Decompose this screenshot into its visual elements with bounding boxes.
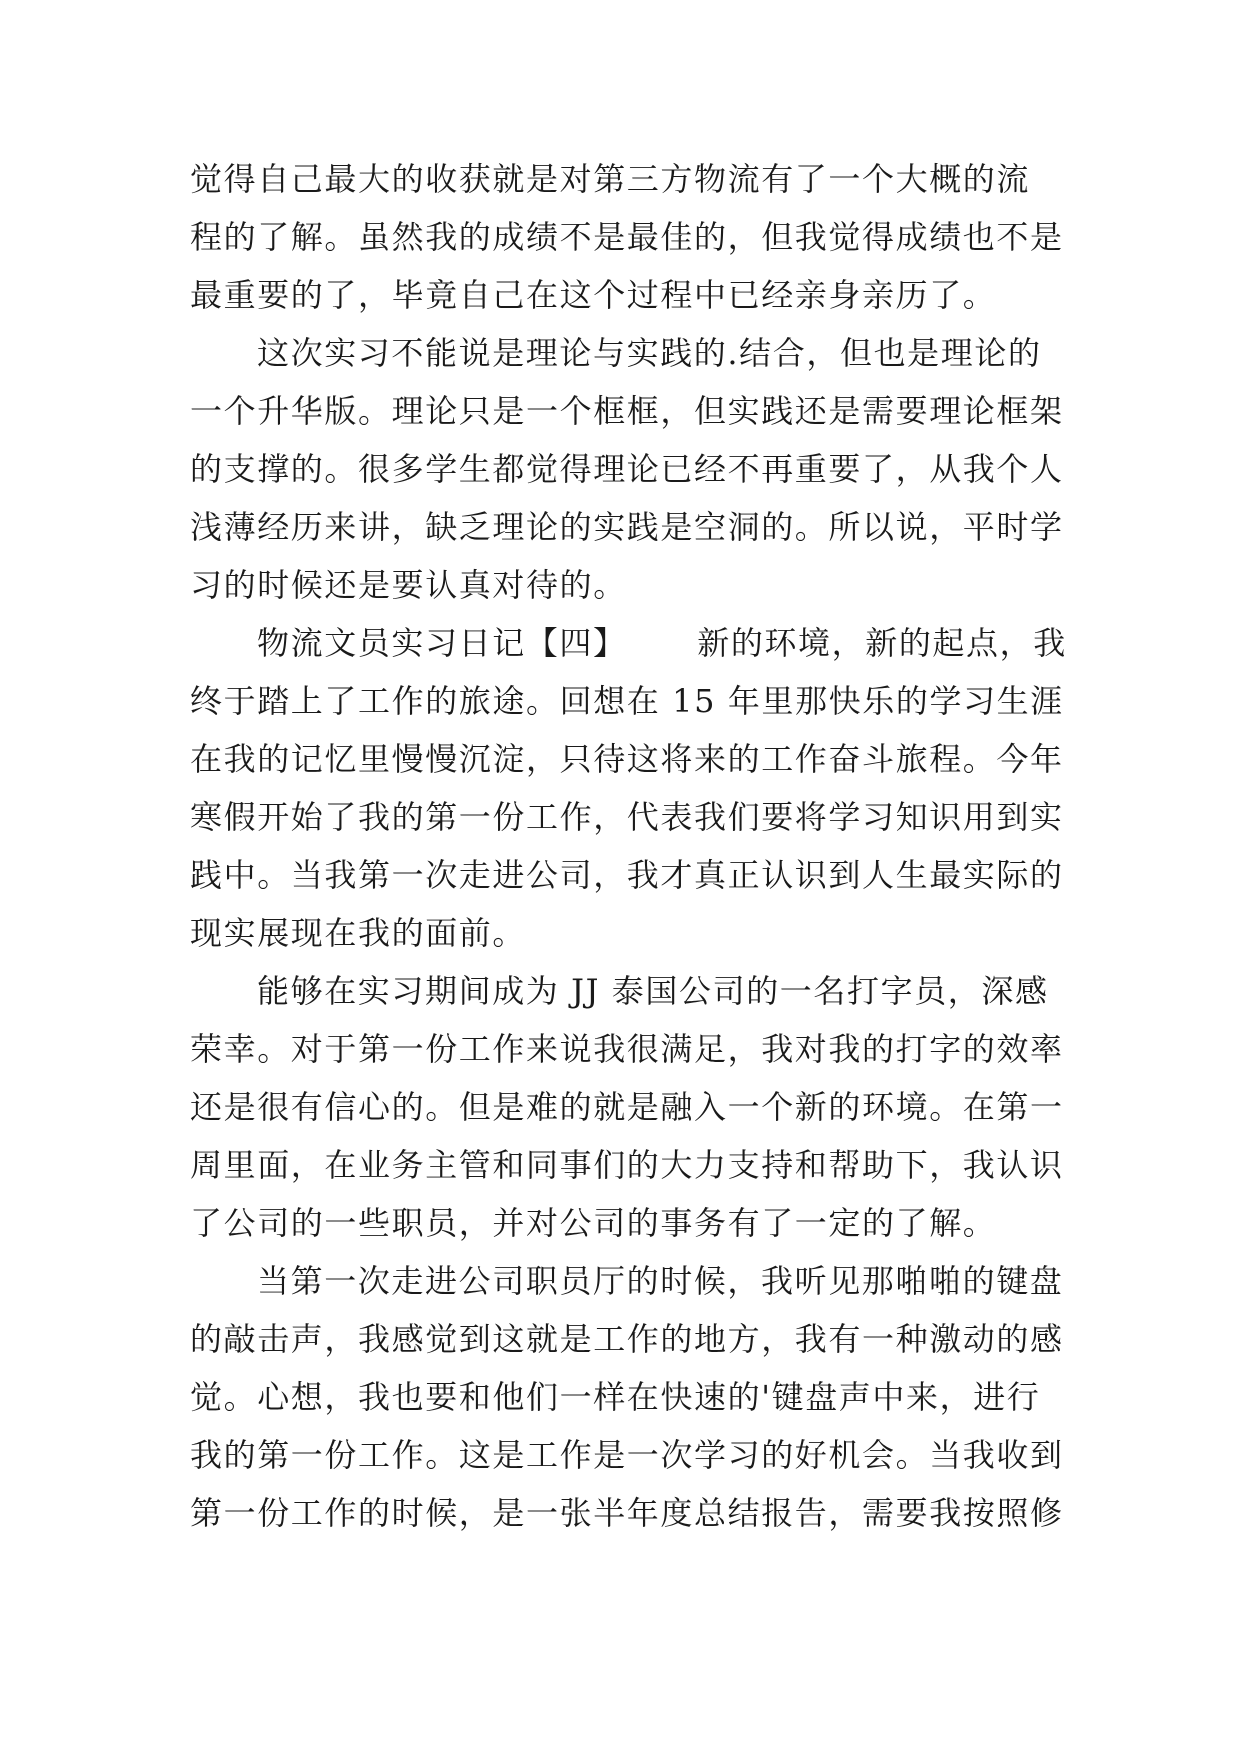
text-line: 一个升华版。理论只是一个框框，但实践还是需要理论框架 [190, 392, 1064, 430]
section-heading-line: 物流文员实习日记【四】 新的环境，新的起点，我 [257, 624, 1067, 662]
text-line: 寒假开始了我的第一份工作，代表我们要将学习知识用到实 [190, 798, 1064, 836]
text-line: 在我的记忆里慢慢沉淀，只待这将来的工作奋斗旅程。今年 [190, 740, 1064, 778]
text-line: 的敲击声，我感觉到这就是工作的地方，我有一种激动的感 [190, 1320, 1064, 1358]
body-text [190, 150, 1067, 1542]
text-line: 终于踏上了工作的旅途。回想在 15 年里那快乐的学习生涯 [190, 682, 1064, 720]
text-line: 还是很有信心的。但是难的就是融入一个新的环境。在第一 [190, 1088, 1064, 1126]
text-line: 第一份工作的时候，是一张半年度总结报告，需要我按照修 [190, 1494, 1064, 1532]
text-line: 了公司的一些职员，并对公司的事务有了一定的了解。 [190, 1204, 997, 1242]
text-line: 浅薄经历来讲，缺乏理论的实践是空洞的。所以说，平时学 [190, 508, 1064, 546]
text-line: 程的了解。虽然我的成绩不是最佳的，但我觉得成绩也不是 [190, 218, 1064, 256]
text-line: 周里面，在业务主管和同事们的大力支持和帮助下，我认识 [190, 1146, 1064, 1184]
paragraph-first-line: 当第一次走进公司职员厅的时候，我听见那啪啪的键盘 [257, 1262, 1064, 1300]
text-line: 觉得自己最大的收获就是对第三方物流有了一个大概的流 [190, 160, 1031, 198]
text-line: 最重要的了，毕竟自己在这个过程中已经亲身亲历了。 [190, 276, 997, 314]
text-line: 荣幸。对于第一份工作来说我很满足，我对我的打字的效率 [190, 1030, 1064, 1068]
paragraph-first-line: 能够在实习期间成为 JJ 泰国公司的一名打字员，深感 [257, 972, 1049, 1010]
text-line: 觉。心想，我也要和他们一样在快速的'键盘声中来，进行 [190, 1378, 1041, 1416]
text-line: 践中。当我第一次走进公司，我才真正认识到人生最实际的 [190, 856, 1064, 894]
paragraph-first-line: 这次实习不能说是理论与实践的.结合，但也是理论的 [257, 334, 1042, 372]
text-line: 习的时候还是要认真对待的。 [190, 566, 627, 604]
text-line: 我的第一份工作。这是工作是一次学习的好机会。当我收到 [190, 1436, 1064, 1474]
text-line: 的支撑的。很多学生都觉得理论已经不再重要了，从我个人 [190, 450, 1064, 488]
text-line: 现实展现在我的面前。 [190, 914, 527, 952]
